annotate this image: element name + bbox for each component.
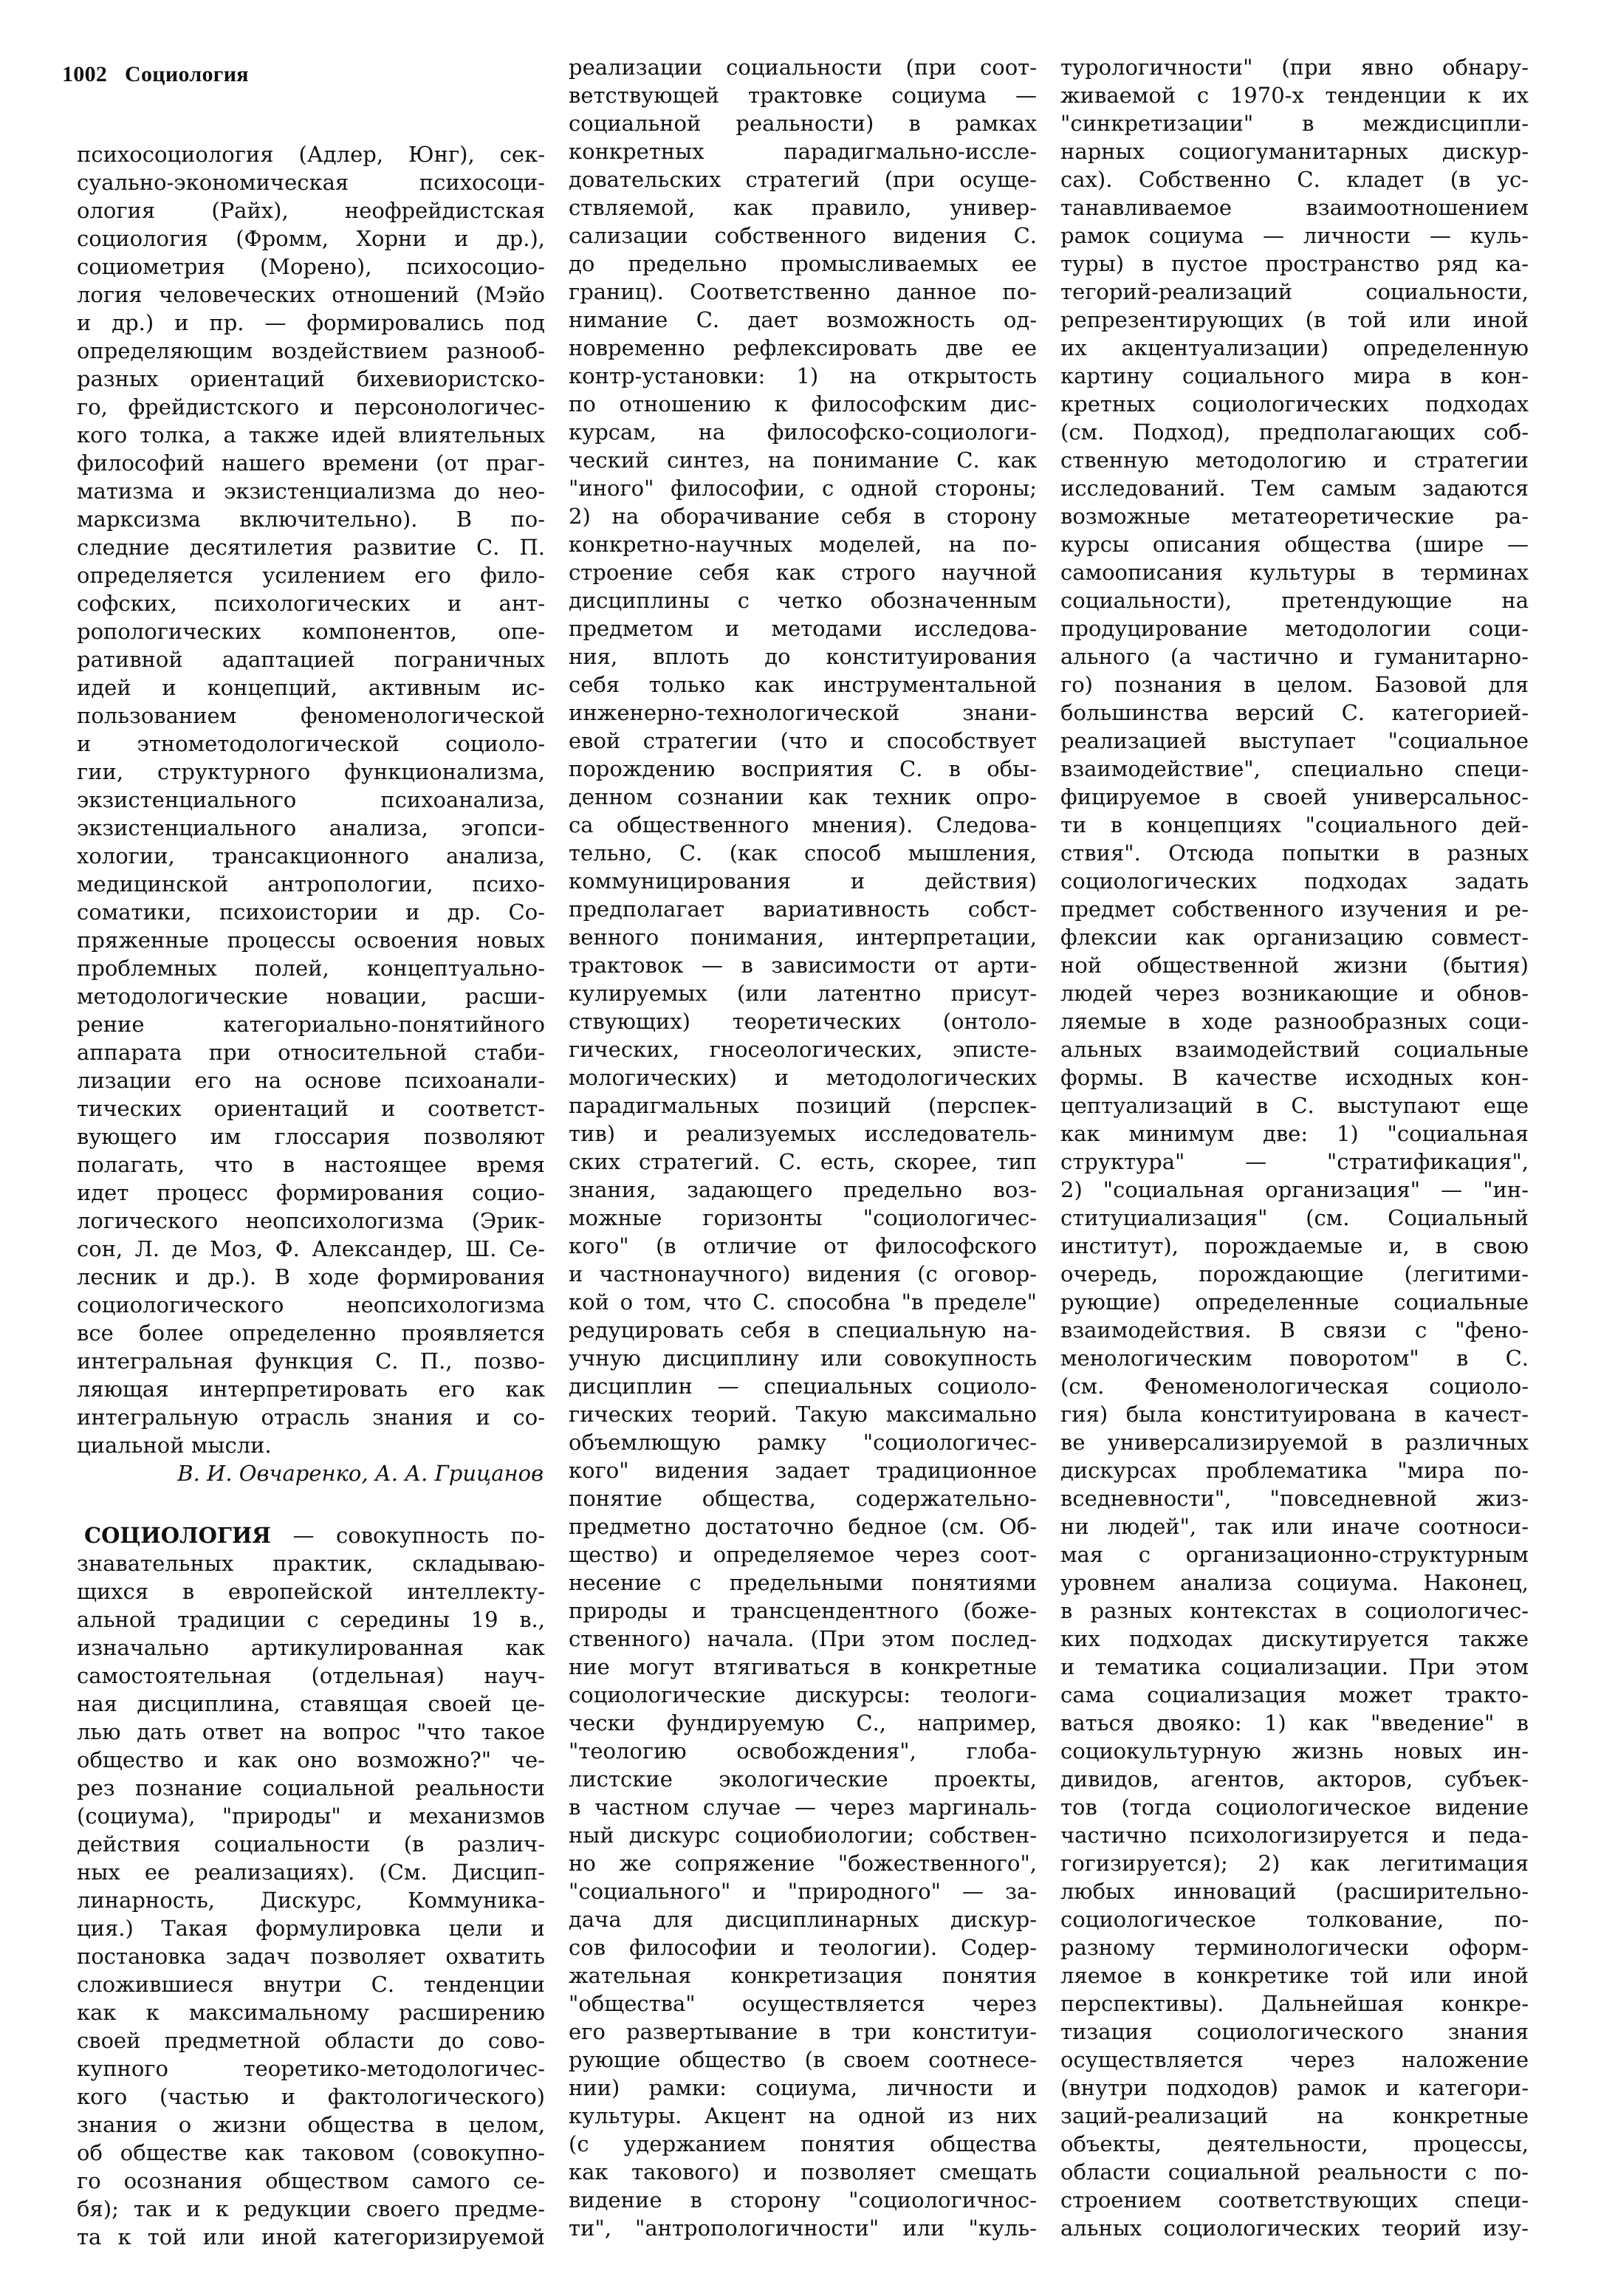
- text-line: знавательных практик, складываю-: [77, 1551, 545, 1576]
- text-line: осуществляется через наложение: [1060, 2047, 1529, 2072]
- text-line: ствующих) теоретических (онтоло-: [569, 1009, 1037, 1034]
- text-line: довательских стратегий (при осуще-: [569, 167, 1037, 192]
- text-line: реализацией выступает "социальное: [1060, 728, 1529, 753]
- text-line: пользованием феноменологической: [77, 703, 545, 728]
- entry-definition-start: — совокупность по-: [270, 1523, 545, 1548]
- text-line: ных ее реализациях). (См. Дисцип-: [77, 1860, 545, 1885]
- text-line: листские экологические проекты,: [569, 1766, 1037, 1792]
- text-line: го осознания обществом самого се-: [77, 2168, 545, 2193]
- text-line: гия) была конституирована в качест-: [1060, 1402, 1529, 1427]
- text-line: ственного) начала. (При этом послед-: [569, 1626, 1037, 1651]
- text-line: (внутри подходов) рамок и категори-: [1060, 2075, 1529, 2100]
- text-line: их акцентуализации) определенную: [1060, 335, 1529, 360]
- text-line: вующего им глоссария позволяют: [77, 1124, 545, 1149]
- text-line: альных взаимодействий социальные: [1060, 1037, 1529, 1062]
- text-line: цептуализаций в С. выступают еще: [1060, 1093, 1529, 1118]
- text-line: изначально артикулированная как: [77, 1635, 545, 1660]
- text-line: вседневности", "повседневной жиз-: [1060, 1486, 1529, 1511]
- text-line: проблемных полей, концептуально-: [77, 956, 545, 981]
- text-line: ние могут втягиваться в конкретные: [569, 1654, 1037, 1679]
- text-line: (социума), "природы" и механизмов: [77, 1803, 545, 1829]
- text-line: области социальной реальности с по-: [1060, 2159, 1529, 2184]
- text-line: частично психологизируется и педа-: [1060, 1823, 1529, 1848]
- text-line: нии) рамки: социума, личности и: [569, 2075, 1037, 2100]
- text-line: соматики, психоистории и др. Со-: [77, 899, 545, 925]
- text-line: ный дискурс социобиологии; собствен-: [569, 1823, 1037, 1848]
- text-line: об обществе как таковом (совокупно-: [77, 2140, 545, 2165]
- text-line: структура" — "стратификация",: [1060, 1149, 1529, 1174]
- column-1-text: [77, 140, 545, 1459]
- text-line: кулируемых (или латентно присут-: [569, 981, 1037, 1006]
- text-line: ституциализация" (см. Социальный: [1060, 1205, 1529, 1230]
- text-line: социальной реальности) в рамках: [569, 111, 1037, 136]
- text-line: самоописания культуры в терминах: [1060, 560, 1529, 585]
- text-line: сов философии и теологии). Содер-: [569, 1935, 1037, 1960]
- text-line: интегральная функция С. П., позво-: [77, 1349, 545, 1374]
- text-line: коммуницирования и действия): [569, 868, 1037, 894]
- text-line: несение с предельными понятиями: [569, 1570, 1037, 1595]
- text-line: экзистенциального анализа, эгопси-: [77, 815, 545, 840]
- text-line: предметно достаточно бедное (см. Об-: [569, 1514, 1037, 1539]
- text-line: сон, Л. де Моз, Ф. Александер, Ш. Се-: [77, 1236, 545, 1261]
- text-line: идет процесс формирования социо-: [77, 1180, 545, 1205]
- text-line: рующие) определенные социальные: [1060, 1289, 1529, 1315]
- text-line: разному терминологически оформ-: [1060, 1935, 1529, 1960]
- text-line: знания о жизни общества в целом,: [77, 2112, 545, 2137]
- text-line: строение себя как строго научной: [569, 560, 1037, 585]
- text-line: циальной мысли.: [77, 1433, 272, 1458]
- text-line: общество и как оно возможно?" че-: [77, 1747, 545, 1772]
- text-line: реализации социальности (при соот-: [569, 55, 1037, 80]
- text-line: учную дисциплину или совокупность: [569, 1346, 1037, 1371]
- text-line: турологичности" (при явно обнару-: [1060, 55, 1529, 80]
- text-line: самостоятельная (отдельная) науч-: [77, 1663, 545, 1688]
- text-line: редуцировать себя в специальную на-: [569, 1317, 1037, 1343]
- text-line: границ). Соответственно данное по-: [569, 279, 1037, 304]
- text-line: ной общественной жизни (бытия): [1060, 953, 1529, 978]
- text-line: гических теорий. Такую максимально: [569, 1402, 1037, 1427]
- text-line: гогизируется); 2) как легитимация: [1060, 1851, 1529, 1876]
- page-number: 1002: [62, 62, 108, 86]
- text-line: и др.) и пр. — формировались под: [77, 310, 545, 335]
- text-line: картину социального мира в кон-: [1060, 363, 1529, 388]
- text-line: чески фундируемую С., например,: [569, 1710, 1037, 1735]
- text-line: рез познание социальной реальности: [77, 1775, 545, 1800]
- text-line: кретных социологических подходах: [1060, 391, 1529, 417]
- text-line: ческий синтез, на понимание С. как: [569, 448, 1037, 473]
- text-line: курсам, на философско-социологи-: [569, 419, 1037, 445]
- text-line: людей через возникающие и обнов-: [1060, 981, 1529, 1006]
- text-line: себя только как инструментальной: [569, 672, 1037, 697]
- text-line: дивидов, агентов, акторов, субъек-: [1060, 1766, 1529, 1792]
- text-line: тизация социологического знания: [1060, 2019, 1529, 2044]
- text-line: ских стратегий. С. есть, скорее, тип: [569, 1149, 1037, 1174]
- text-line: заций-реализаций на конкретные: [1060, 2103, 1529, 2128]
- text-line: дисциплин — специальных социоло-: [569, 1374, 1037, 1399]
- text-line: ального (а частично и гуманитарно-: [1060, 644, 1529, 669]
- column-2-text: [569, 53, 1037, 2242]
- text-line: социологическое толкование, по-: [1060, 1907, 1529, 1932]
- text-line: предметом и методами исследова-: [569, 616, 1037, 641]
- text-line: методологические новации, расши-: [77, 984, 545, 1009]
- text-line: тов (тогда социологическое видение: [1060, 1795, 1529, 1820]
- text-line: ствляемой, как правило, универ-: [569, 195, 1037, 220]
- text-line: тических ориентаций и соответст-: [77, 1096, 545, 1121]
- text-line: гических, гносеологических, эписте-: [569, 1037, 1037, 1062]
- text-line: ких подходах дискутируется также: [1060, 1626, 1529, 1651]
- text-line: сах). Собственно С. кладет (в ус-: [1060, 167, 1529, 192]
- text-line: взаимодействия. В связи с "фено-: [1060, 1317, 1529, 1343]
- text-line: перспективы). Дальнейшая конкре-: [1060, 1991, 1529, 2016]
- text-line: ляемое в конкретике той или иной: [1060, 1963, 1529, 1988]
- text-line: порождению восприятия С. в обы-: [569, 756, 1037, 781]
- text-line: флексии как организацию совмест-: [1060, 925, 1529, 950]
- text-line: сама социализация может тракто-: [1060, 1682, 1529, 1707]
- text-line: разных ориентаций бихевиористско-: [77, 366, 545, 391]
- text-line: венного понимания, интерпретации,: [569, 925, 1037, 950]
- text-line: новременно рефлексировать две ее: [569, 335, 1037, 360]
- text-line: го, фрейдистского и персонологичес-: [77, 394, 545, 419]
- text-line: 2) на оборачивание себя в сторону: [569, 504, 1037, 529]
- column-2: [569, 53, 1037, 2242]
- text-line: танавливаемое взаимоотношением: [1060, 195, 1529, 220]
- running-head: [62, 62, 249, 87]
- text-line: нарных социогуманитарных дискур-: [1060, 139, 1529, 164]
- text-line: возможные метатеоретические ра-: [1060, 504, 1529, 529]
- text-line: предмет собственного изучения и ре-: [1060, 897, 1529, 922]
- text-line: социометрия (Морено), психосоцио-: [77, 254, 545, 279]
- text-line: ваться двояко: 1) как "введение" в: [1060, 1710, 1529, 1735]
- text-line: психосоциология (Адлер, Юнг), сек-: [77, 142, 545, 167]
- section-title: Социология: [125, 62, 249, 86]
- text-line: объемлющую рамку "социологичес-: [569, 1430, 1037, 1455]
- text-line: софских, психологических и ант-: [77, 591, 545, 616]
- text-line: понятие общества, содержательно-: [569, 1486, 1037, 1511]
- text-line: трактовок — в зависимости от арти-: [569, 953, 1037, 978]
- text-line: (см. Подход), предполагающих соб-: [1060, 419, 1529, 445]
- text-line: "иного" философии, с одной стороны;: [569, 476, 1037, 501]
- text-line: очередь, порождающие (легитими-: [1060, 1261, 1529, 1286]
- text-line: рение категориально-понятийного: [77, 1012, 545, 1037]
- text-line: "синкретизации" в междисципли-: [1060, 111, 1529, 136]
- text-line: альной традиции с середины 19 в.,: [77, 1607, 545, 1632]
- text-line: его развертывание в три конституи-: [569, 2019, 1037, 2044]
- text-line: предполагает вариативность собст-: [569, 897, 1037, 922]
- text-line: уровнем анализа социума. Наконец,: [1060, 1570, 1529, 1595]
- text-line: философий нашего времени (от праг-: [77, 450, 545, 476]
- text-line: знания, задающего предельно воз-: [569, 1177, 1037, 1202]
- text-line: "социального" и "природного" — за-: [569, 1879, 1037, 1904]
- text-line: фицируемое в своей универсальнос-: [1060, 784, 1529, 809]
- text-line: и тематика социализации. При этом: [1060, 1654, 1529, 1679]
- column-3: [1060, 53, 1529, 2242]
- text-line: марксизма включительно). В по-: [77, 507, 545, 532]
- text-line: логия человеческих отношений (Мэйо: [77, 282, 545, 307]
- text-line: взаимодействие", специально специ-: [1060, 756, 1529, 781]
- text-line: действия социальности (в различ-: [77, 1831, 545, 1857]
- text-line: социологических подходах задать: [1060, 868, 1529, 894]
- text-line: своей предметной области до сово-: [77, 2028, 545, 2053]
- text-line: по отношению к философским дис-: [569, 391, 1037, 417]
- text-line: ция.) Такая формулировка цели и: [77, 1916, 545, 1941]
- text-line: можные горизонты "социологичес-: [569, 1205, 1037, 1230]
- text-line: видение в сторону "социологичнос-: [569, 2187, 1037, 2213]
- text-line: социологические дискурсы: теологи-: [569, 1682, 1037, 1707]
- text-line: социокультурную жизнь новых ин-: [1060, 1738, 1529, 1764]
- text-line: формы. В качестве исходных кон-: [1060, 1065, 1529, 1090]
- text-line: ве универсализируемой в различных: [1060, 1430, 1529, 1455]
- text-line: в частном случае — через маргиналь-: [569, 1795, 1037, 1820]
- text-line: кого" (в отличие от философского: [569, 1233, 1037, 1258]
- text-line: пряженные процессы освоения новых: [77, 928, 545, 953]
- text-line: следние десятилетия развитие С. П.: [77, 535, 545, 560]
- article-author: В. И. Овчаренко, А. А. Грицанов: [177, 1461, 544, 1486]
- text-line: сализации собственного видения С.: [569, 223, 1037, 248]
- text-line: контр-установки: 1) на открытость: [569, 363, 1037, 388]
- text-line: хологии, трансакционного анализа,: [77, 843, 545, 868]
- text-line: природы и трансцендентного (боже-: [569, 1598, 1037, 1623]
- text-line: ветствующей трактовке социума —: [569, 83, 1037, 108]
- text-line: определяется усилением его фило-: [77, 563, 545, 588]
- text-line: логического неопсихологизма (Эрик-: [77, 1208, 545, 1233]
- text-line: кого толка, а также идей влиятельных: [77, 422, 545, 448]
- text-line: [77, 1521, 545, 1549]
- text-line: та к той или иной категоризируемой: [77, 2224, 545, 2249]
- entry-sociology: [77, 1521, 545, 2251]
- text-line: мологических) и методологических: [569, 1065, 1037, 1090]
- text-line: тельно, С. (как способ мышления,: [569, 840, 1037, 866]
- text-line: определяющим воздействием разнооб-: [77, 338, 545, 363]
- text-line: ология (Райх), неофрейдистская: [77, 198, 545, 223]
- text-line: ти", "антропологичности" или "куль-: [569, 2216, 1037, 2241]
- text-line: щихся в европейской интеллекту-: [77, 1579, 545, 1604]
- text-line: курсы описания общества (шире —: [1060, 532, 1529, 557]
- text-line: лью дать ответ на вопрос "что такое: [77, 1719, 545, 1744]
- text-line: "теологию освобождения", глоба-: [569, 1738, 1037, 1764]
- text-line: любых инноваций (расширительно-: [1060, 1879, 1529, 1904]
- text-line: ти в концепциях "социального дей-: [1060, 812, 1529, 837]
- text-line: аппарата при относительной стаби-: [77, 1040, 545, 1065]
- text-line: большинства версий С. категорией-: [1060, 700, 1529, 725]
- text-line: матизма и экзистенциализма до нео-: [77, 479, 545, 504]
- text-line: как минимум две: 1) "социальная: [1060, 1121, 1529, 1146]
- text-line: ная дисциплина, ставящая своей це-: [77, 1691, 545, 1716]
- text-line: евой стратегии (что и способствует: [569, 728, 1037, 753]
- text-line: гии, структурного функционализма,: [77, 759, 545, 784]
- text-line: мая с организационно-структурным: [1060, 1542, 1529, 1567]
- text-line: интегральную отрасль знания и со-: [77, 1405, 545, 1430]
- text-line: дисциплины с четко обозначенным: [569, 588, 1037, 613]
- text-line: денном сознании как техник опро-: [569, 784, 1037, 809]
- text-line: кого (частью и фактологического): [77, 2084, 545, 2109]
- text-line: строением соответствующих специ-: [1060, 2187, 1529, 2213]
- text-line: дача для дисциплинарных дискур-: [569, 1907, 1037, 1932]
- text-line: социальности), претендующие на: [1060, 588, 1529, 613]
- text-line: социология (Фромм, Хорни и др.),: [77, 226, 545, 251]
- text-line: нимание С. дает возможность од-: [569, 307, 1037, 332]
- text-line: жательная конкретизация понятия: [569, 1963, 1037, 1988]
- text-line: "общества" осуществляется через: [569, 1991, 1037, 2016]
- text-line: конкретно-научных моделей, на по-: [569, 532, 1037, 557]
- text-line: ропологических компонентов, опе-: [77, 619, 545, 644]
- text-line: линарность, Дискурс, Коммуника-: [77, 1888, 545, 1913]
- text-line: менологическим поворотом" в С.: [1060, 1346, 1529, 1371]
- column-1: [77, 140, 545, 2251]
- text-line: объекты, деятельности, процессы,: [1060, 2131, 1529, 2156]
- text-line: медицинской антропологии, психо-: [77, 871, 545, 897]
- text-line: институт), порождаемые и, в свою: [1060, 1233, 1529, 1258]
- text-line: как такового) и позволяет смещать: [569, 2159, 1037, 2184]
- text-line: живаемой с 1970-х тенденции к их: [1060, 83, 1529, 108]
- text-line: ративной адаптацией пограничных: [77, 647, 545, 672]
- text-line: тив) и реализуемых исследователь-: [569, 1121, 1037, 1146]
- text-line: бя); так и к редукции своего предме-: [77, 2196, 545, 2221]
- text-line: ствия". Отсюда попытки в разных: [1060, 840, 1529, 866]
- text-line: ственную методологию и стратегии: [1060, 448, 1529, 473]
- entry-headword: СОЦИОЛОГИЯ: [84, 1523, 271, 1548]
- text-line: щество) и определяемое через соот-: [569, 1542, 1037, 1567]
- text-line: парадигмальных позиций (перспек-: [569, 1093, 1037, 1118]
- text-line: лесник и др.). В ходе формирования: [77, 1264, 545, 1289]
- text-line: суально-экономическая психосоци-: [77, 170, 545, 195]
- text-line: до предельно промысливаемых ее: [569, 251, 1037, 276]
- text-line: ния, вплоть до конституирования: [569, 644, 1037, 669]
- text-line: сложившиеся внутри С. тенденции: [77, 1972, 545, 1997]
- text-line: 2) "социальная организация" — "ин-: [1060, 1177, 1529, 1202]
- text-line: полагать, что в настоящее время: [77, 1152, 545, 1177]
- text-line: как к максимальному расширению: [77, 2000, 545, 2025]
- text-line: репрезентирующих (в той или иной: [1060, 307, 1529, 332]
- text-line: дискурсах проблематика "мира по-: [1060, 1458, 1529, 1483]
- text-line: купного теоретико-методологичес-: [77, 2056, 545, 2081]
- column-3-text: [1060, 53, 1529, 2242]
- text-line: (см. Феноменологическая социоло-: [1060, 1374, 1529, 1399]
- text-line: кого" видения задает традиционное: [569, 1458, 1037, 1483]
- text-line: (с удержанием понятия общества: [569, 2131, 1037, 2156]
- text-line: инженерно-технологической знани-: [569, 700, 1037, 725]
- text-line: рамок социума — личности — куль-: [1060, 223, 1529, 248]
- text-line: конкретных парадигмально-иссле-: [569, 139, 1037, 164]
- text-line: ни людей", так или иначе соотноси-: [1060, 1514, 1529, 1539]
- text-line: ляемые в ходе разнообразных соци-: [1060, 1009, 1529, 1034]
- text-line: но же сопряжение "божественного",: [569, 1851, 1037, 1876]
- text-line: идей и концепций, активным ис-: [77, 675, 545, 700]
- text-line: кой о том, что С. способна "в пределе": [569, 1289, 1037, 1315]
- text-line: экзистенциального психоанализа,: [77, 787, 545, 812]
- text-line: го) познания в целом. Базовой для: [1060, 672, 1529, 697]
- text-line: тегорий-реализаций социальности,: [1060, 279, 1529, 304]
- text-line: все более определенно проявляется: [77, 1320, 545, 1346]
- text-line: и частнонаучного) видения (с оговор-: [569, 1261, 1037, 1286]
- text-line: социологического неопсихологизма: [77, 1292, 545, 1317]
- text-line: в разных контекстах в социологичес-: [1060, 1598, 1529, 1623]
- text-line: продуцирование методологии соци-: [1060, 616, 1529, 641]
- text-line: лизации его на основе психоанали-: [77, 1068, 545, 1093]
- text-line: са общественного мнения). Следова-: [569, 812, 1037, 837]
- text-line: исследований. Тем самым задаются: [1060, 476, 1529, 501]
- text-line: альных социологических теорий изу-: [1060, 2216, 1529, 2241]
- text-line: туры) в пустое пространство ряд ка-: [1060, 251, 1529, 276]
- text-line: постановка задач позволяет охватить: [77, 1944, 545, 1969]
- text-line: рующие общество (в своем соотнесе-: [569, 2047, 1037, 2072]
- text-line: ляющая интерпретировать его как: [77, 1377, 545, 1402]
- text-line: культуры. Акцент на одной из них: [569, 2103, 1037, 2128]
- text-line: и этнометодологической социоло-: [77, 731, 545, 756]
